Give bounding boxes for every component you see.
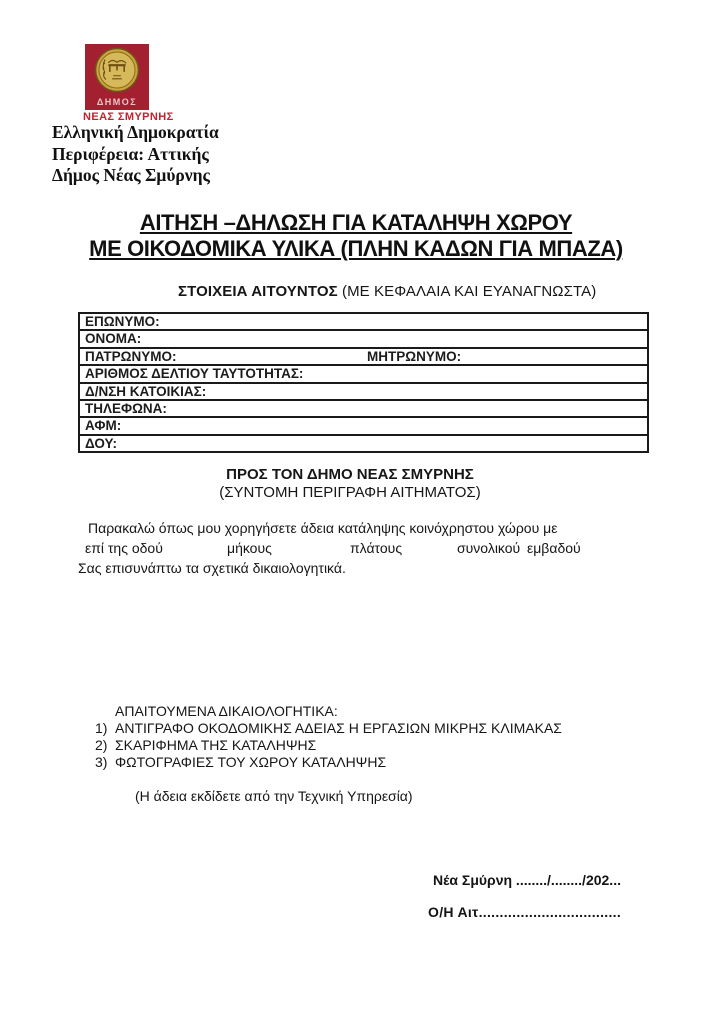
logo-municipality-label: ΔΗΜΟΣ [96, 97, 138, 107]
gov-line-republic: Ελληνική Δημοκρατία [52, 122, 219, 142]
field-label-surname: ΕΠΩΝΥΜΟ: [85, 314, 160, 329]
field-label-id-number: ΑΡΙΘΜΟΣ ΔΕΛΤΙΟΥ ΤΑΥΤΟΤΗΤΑΣ: [85, 366, 304, 382]
item-text-2: ΣΚΑΡΙΦΗΜΑ ΤΗΣ ΚΑΤΑΛΗΨΗΣ [115, 737, 317, 754]
field-label-mother-name: ΜΗΤΡΩΝΥΜΟ: [367, 348, 462, 364]
form-title-line1: ΑΙΤΗΣΗ –ΔΗΛΩΣΗ ΓΙΑ ΚΑΤΑΛΗΨΗ ΧΩΡΟΥ [139, 210, 573, 235]
applicant-details-heading-note: (ΜΕ ΚΕΦΑΛΑΙΑ ΚΑΙ ΕΥΑΝΑΓΝΩΣΤΑ) [337, 283, 597, 300]
field-row-surname [80, 314, 647, 331]
field-label-phones: ΤΗΛΕΦΩΝΑ: [85, 400, 167, 416]
field-row-home-address [80, 384, 647, 401]
request-body-paragraph [78, 518, 608, 578]
request-description-subheading: (ΣΥΝΤΟΜΗ ΠΕΡΙΓΡΑΦΗ ΑΙΤΗΜΑΤΟΣ) [219, 484, 481, 501]
field-label-father-name: ΠΑΤΡΩΝΥΜΟ: [85, 348, 177, 364]
field-row-first-name [80, 331, 647, 348]
request-street-label: επί της οδού [85, 540, 163, 556]
required-documents-heading: ΑΠΑΙΤΟΥΜΕΝΑ ΔΙΚΑΙΟΛΟΓΗΤΙΚΑ: [115, 703, 338, 719]
municipal-seal-coin-icon [94, 47, 140, 93]
field-row-tax-id [80, 418, 647, 435]
gov-line-municipality: Δήμος Νέας Σμύρνης [52, 165, 210, 186]
request-body-line2 [78, 538, 608, 558]
required-document-item-2 [95, 737, 562, 754]
request-length-label: μήκους [227, 540, 272, 556]
field-row-phones [80, 401, 647, 418]
applicant-details-heading-bold: ΣΤΟΙΧΕΙΑ ΑΙΤΟΥΝΤΟΣ [178, 283, 338, 300]
government-header [52, 122, 219, 187]
request-width-label: πλάτους [350, 540, 403, 556]
municipality-logo [85, 44, 149, 110]
form-title [0, 210, 712, 261]
item-number-1: 1) [95, 720, 108, 736]
required-documents-list [95, 720, 562, 772]
request-body-line3: Σας επισυνάπτω τα σχετικά δικαιολογητικά. [78, 560, 346, 576]
field-label-home-address: Δ/ΝΣΗ ΚΑΤΟΙΚΙΑΣ: [85, 383, 207, 399]
applicant-signature-line: Ο/Η Αιτ.................................. [428, 904, 622, 920]
field-label-first-name: ΟΝΟΜΑ: [85, 331, 142, 347]
form-title-line2: ΜΕ ΟΙΚΟΔΟΜΙΚΑ ΥΛΙΚΑ (ΠΛΗΝ ΚΑΔΩΝ ΓΙΑ ΜΠΑΖΑ) [89, 235, 623, 261]
request-body-line1: Παρακαλώ όπως μου χορηγήσετε άδεια κατάληψης κοινόχρηστου χώρου με [88, 520, 558, 536]
required-document-item-1 [95, 720, 562, 737]
field-row-tax-office [80, 436, 647, 451]
item-text-1: ΑΝΤΙΓΡΑΦΟ ΟΚΟΔΟΜΙΚΗΣ ΑΔΕΙΑΣ Η ΕΡΓΑΣΙΩΝ ΜΙΚΡΗΣ ΚΛΙΜΑΚΑΣ [115, 720, 562, 736]
applicant-details-heading [178, 283, 596, 300]
permit-issuing-note: (Η άδεια εκδίδετε από την Τεχνική Υπηρεσία) [135, 788, 413, 804]
item-number-3: 3) [95, 754, 108, 771]
logo-municipality-name: ΝΕΑΣ ΣΜΥΡΝΗΣ [83, 111, 174, 123]
item-text-3: ΦΩΤΟΓΡΑΦΙΕΣ ΤΟΥ ΧΩΡΟΥ ΚΑΤΑΛΗΨΗΣ [115, 754, 387, 771]
applicant-details-table [78, 312, 649, 453]
required-document-item-3 [95, 754, 562, 771]
field-row-id-number [80, 366, 647, 383]
request-area-label: εμβαδού [527, 540, 581, 556]
request-total-label: συνολικού [457, 540, 521, 556]
item-number-2: 2) [95, 737, 108, 754]
field-label-tax-office: ΔΟΥ: [85, 435, 117, 451]
addressee-heading: ΠΡΟΣ ΤΟΝ ΔΗΜΟ ΝΕΑΣ ΣΜΥΡΝΗΣ [226, 466, 474, 483]
field-label-tax-id: ΑΦΜ: [85, 418, 122, 434]
gov-line-region: Περιφέρεια: Αττικής [52, 143, 209, 164]
field-row-father-mother-name [80, 349, 647, 366]
place-date-line: Νέα Σμύρνη ......../......../202... [433, 872, 621, 888]
